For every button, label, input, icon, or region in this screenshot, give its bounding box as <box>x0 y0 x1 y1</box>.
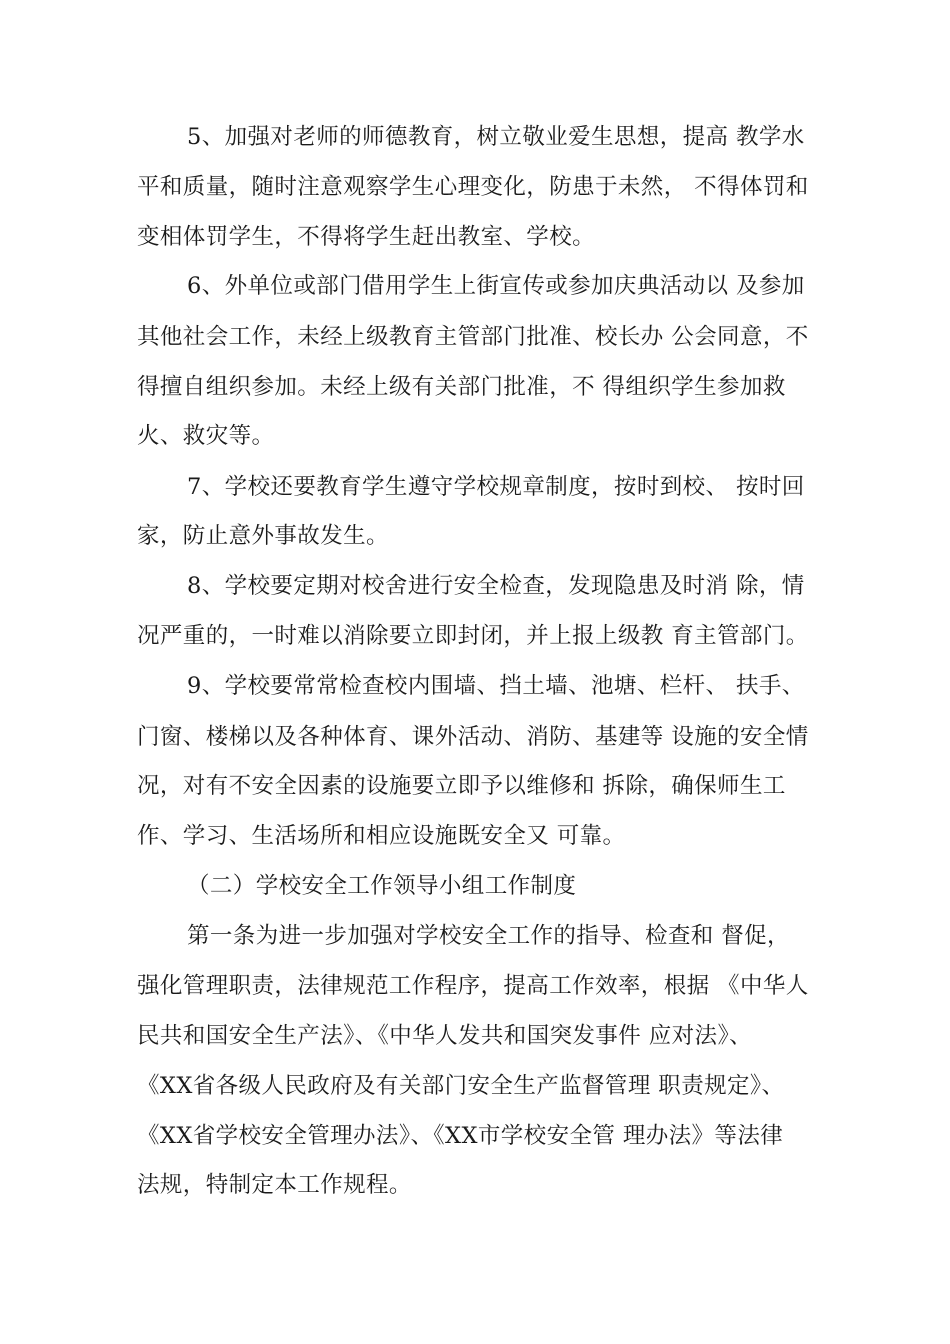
article-1-line-5: 《XX省学校安全管理办法》、《XX市学校安全管 理办法》等法律 <box>137 1123 784 1149</box>
article-1-line-3: 民共和国安全生产法》、《中华人发共和国突发事件 应对法》、 <box>137 1023 753 1049</box>
paragraph-5-line-3: 变相体罚学生，不得将学生赶出教室、学校。 <box>137 224 596 250</box>
paragraph-8-line-1: 8、学校要定期对校舍进行安全检查，发现隐患及时消 除，情 <box>187 573 805 599</box>
paragraph-7-line-2: 家，防止意外事故发生。 <box>137 523 389 549</box>
article-1-line-6: 法规，特制定本工作规程。 <box>137 1172 412 1198</box>
paragraph-9-line-2: 门窗、楼梯以及各种体育、课外活动、消防、基建等 设施的安全情 <box>137 724 809 750</box>
paragraph-6-line-3: 得擅自组织参加。未经上级有关部门批准，不 得组织学生参加救 <box>137 374 786 400</box>
paragraph-9-line-3: 况，对有不安全因素的设施要立即予以维修和 拆除，确保师生工 <box>137 773 786 799</box>
section-heading: （二）学校安全工作领导小组工作制度 <box>187 873 577 899</box>
paragraph-6-line-4: 火、救灾等。 <box>137 423 275 449</box>
paragraph-5-line-1: 5、加强对老师的师德教育，树立敬业爱生思想，提高 教学水 <box>187 124 805 150</box>
article-1-line-2: 强化管理职责，法律规范工作程序，提高工作效率，根据 《中华人 <box>137 973 809 999</box>
article-1-line-1: 第一条为进一步加强对学校安全工作的指导、检查和 督促， <box>187 923 790 949</box>
article-1-line-4: 《XX省各级人民政府及有关部门安全生产监督管理 职责规定》、 <box>137 1073 785 1099</box>
paragraph-7-line-1: 7、学校还要教育学生遵守学校规章制度，按时到校、 按时回 <box>187 474 805 500</box>
paragraph-6-line-2: 其他社会工作，未经上级教育主管部门批准、校长办 公会同意，不 <box>137 324 809 350</box>
paragraph-9-line-1: 9、学校要常常检查校内围墙、挡土墙、池塘、栏杆、 扶手、 <box>187 673 805 699</box>
paragraph-6-line-1: 6、外单位或部门借用学生上街宣传或参加庆典活动以 及参加 <box>187 273 805 299</box>
paragraph-9-line-4: 作、学习、生活场所和相应设施既安全又 可靠。 <box>137 823 626 849</box>
paragraph-5-line-2: 平和质量，随时注意观察学生心理变化，防患于未然， 不得体罚和 <box>137 174 809 200</box>
paragraph-8-line-2: 况严重的，一时难以消除要立即封闭，并上报上级教 育主管部门。 <box>137 623 809 649</box>
